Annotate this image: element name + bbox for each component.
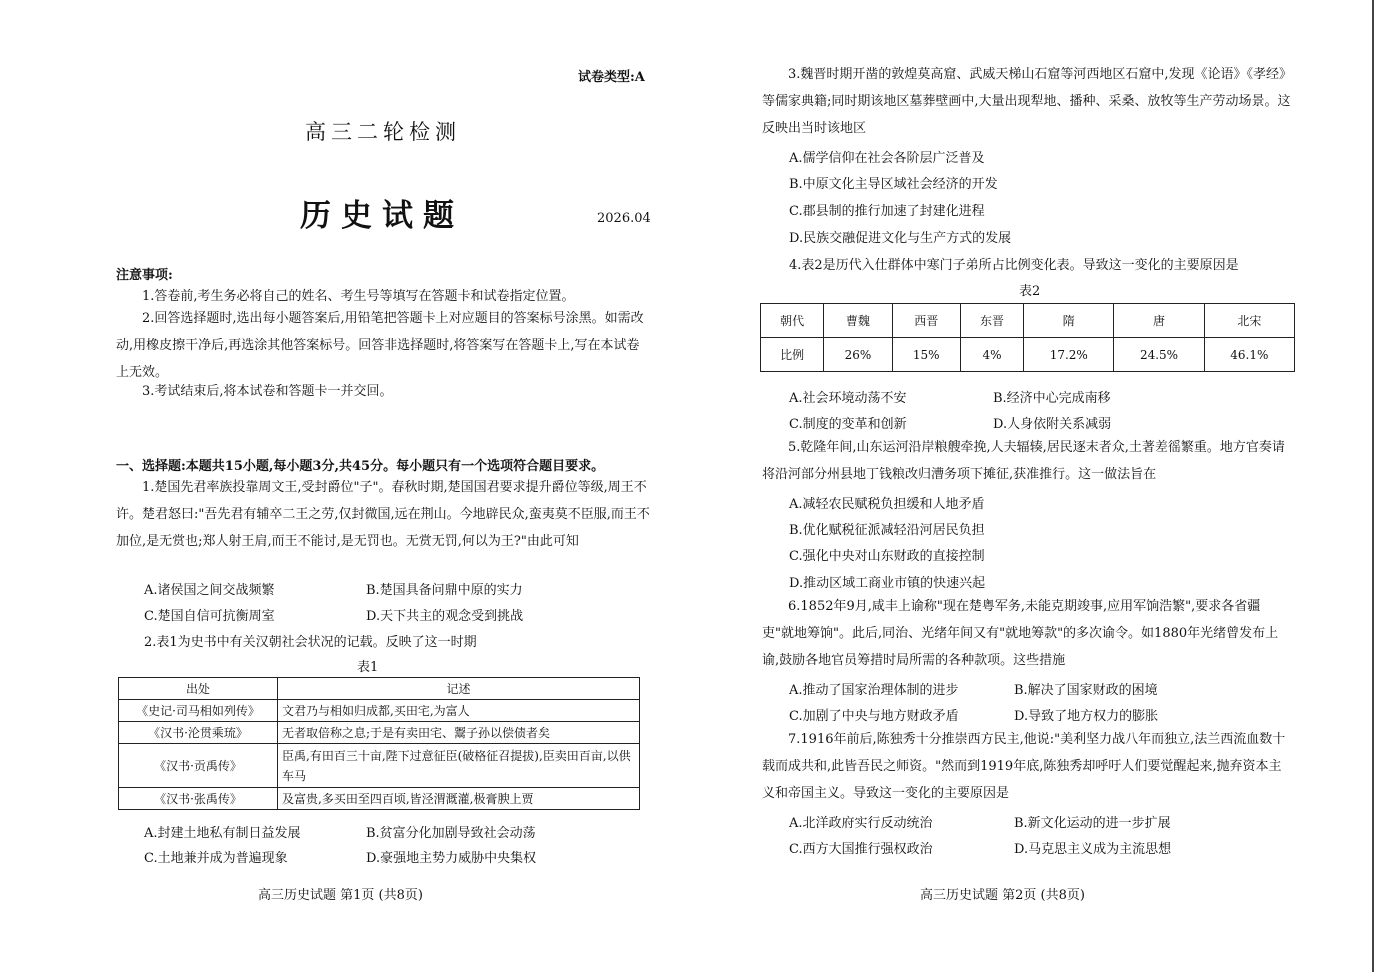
table-2-header: 东晋 (960, 304, 1023, 338)
q3-option-d: D.民族交融促进文化与生产方式的发展 (789, 231, 1012, 246)
table-1-header-source: 出处 (119, 678, 278, 700)
table-2-header: 曹魏 (824, 304, 892, 338)
q5-option-d: D.推动区域工商业市镇的快速兴起 (789, 576, 986, 591)
table-row (761, 338, 1295, 372)
table-2-title: 表2 (1019, 284, 1041, 299)
q6-option-b: B.解决了国家财政的困境 (1014, 683, 1158, 698)
table-2-cell: 24.5% (1114, 338, 1204, 372)
table-row (761, 304, 1295, 338)
table-2-header: 隋 (1024, 304, 1114, 338)
q7-option-b: B.新文化运动的进一步扩展 (1014, 816, 1171, 831)
table-row (119, 700, 640, 722)
notice-item-2: 2.回答选择题时,选出每小题答案后,用铅笔把答题卡上对应题目的答案标号涂黑。如需改动,用橡皮擦干净后,再选涂其他答案标号。回答非选择题时,将答案写在答题卡上,写在本试卷上无效。 (116, 311, 644, 380)
table-1-cell: 及富贵,多买田至四百顷,皆泾渭溉灌,极膏腴上贾 (278, 788, 640, 810)
table-1 (118, 677, 640, 810)
q1-option-b: B.楚国具备问鼎中原的实力 (366, 583, 523, 598)
q7-option-d: D.马克思主义成为主流思想 (1014, 842, 1172, 857)
table-row (119, 744, 640, 788)
table-2-cell: 4% (960, 338, 1023, 372)
table-2-header: 朝代 (761, 304, 824, 338)
table-1-cell: 《汉书·贡禹传》 (119, 744, 278, 788)
table-1-cell: 《汉书·沦贯乘琉》 (119, 722, 278, 744)
table-2-cell: 17.2% (1024, 338, 1114, 372)
q3-option-c: C.郡县制的推行加速了封建化进程 (789, 204, 985, 219)
table-1-cell: 《史记·司马相如列传》 (119, 700, 278, 722)
q6-option-a: A.推动了国家治理体制的进步 (789, 683, 959, 698)
table-1-cell: 无者取倍称之息;于是有卖田宅、鬻子孙以偿债者矣 (278, 722, 640, 744)
page-2 (688, 0, 1376, 972)
question-6-stem: 6.1852年9月,咸丰上谕称"现在楚粤军务,未能克期竣事,应用军饷浩繁",要求各省疆吏"就地筹饷"。此后,同治、光绪年间又有"就地筹款"的多次谕令。如1880年光绪曾发布上谕,鼓励各地官员筹措时局所需的各种款项。这些措施 (762, 599, 1279, 668)
q3-option-a: A.儒学信仰在社会各阶层广泛普及 (789, 151, 985, 166)
q1-option-d: D.天下共主的观念受到挑战 (366, 609, 524, 624)
scan-edge-line (1372, 0, 1374, 972)
table-2-header: 西晋 (892, 304, 960, 338)
table-2-header: 北宋 (1204, 304, 1294, 338)
q2-option-b: B.贫富分化加剧导致社会动荡 (366, 826, 536, 841)
question-2-stem: 2.表1为史书中有关汉朝社会状况的记载。反映了这一时期 (144, 635, 477, 650)
q7-option-a: A.北洋政府实行反动统治 (789, 816, 933, 831)
q2-option-c: C.土地兼并成为普遍现象 (144, 851, 288, 866)
q4-option-a: A.社会环境动荡不安 (789, 391, 907, 406)
q5-option-a: A.减轻农民赋税负担缓和人地矛盾 (789, 497, 985, 512)
table-2-header: 唐 (1114, 304, 1204, 338)
table-1-header-record: 记述 (278, 678, 640, 700)
section-title: 一、选择题:本题共15小题,每小题3分,共45分。每小题只有一个选项符合题目要求。 (116, 459, 605, 474)
table-1-title: 表1 (357, 660, 379, 675)
table-1-cell: 《汉书·张禹传》 (119, 788, 278, 810)
question-4-stem: 4.表2是历代入仕群体中寒门子弟所占比例变化表。导致这一变化的主要原因是 (789, 258, 1239, 273)
notice-item-3: 3.考试结束后,将本试卷和答题卡一并交回。 (142, 384, 393, 399)
q6-option-c: C.加剧了中央与地方财政矛盾 (789, 709, 959, 724)
table-row (119, 722, 640, 744)
exam-main-title: 高三二轮检测 (305, 120, 461, 144)
page-footer: 高三历史试题 第2页 (共8页) (920, 888, 1085, 903)
q4-option-d: D.人身依附关系减弱 (993, 417, 1112, 432)
page-footer: 高三历史试题 第1页 (共8页) (258, 888, 423, 903)
exam-type-label: 试卷类型:A (578, 70, 645, 85)
q5-option-b: B.优化赋税征派减轻沿河居民负担 (789, 523, 985, 538)
table-2-row-label: 比例 (761, 338, 824, 372)
table-2 (760, 303, 1295, 372)
q6-option-d: D.导致了地方权力的膨胀 (1014, 709, 1159, 724)
table-2-cell: 26% (824, 338, 892, 372)
question-5-stem: 5.乾隆年间,山东运河沿岸粮艘牵挽,人夫辐辏,居民逐末者众,土著差徭繁重。地方官奏请将沿河部分州县地丁钱粮改归漕务项下摊征,获准推行。这一做法旨在 (762, 440, 1285, 482)
q2-option-a: A.封建土地私有制日益发展 (144, 826, 301, 841)
question-1-stem: 1.楚国先君率族投靠周文王,受封爵位"子"。春秋时期,楚国国君要求提升爵位等级,周王不许。楚君怒曰:"吾先君有辅卒二王之劳,仅封微国,远在荆山。今地辟民众,蛮夷莫不臣服,而王不加位,是无赏也;郑人射王肩,而王不能讨,是无罚也。无赏无罚,何以为王?"由此可知 (116, 480, 650, 549)
table-1-cell: 文君乃与相如归成都,买田宅,为富人 (278, 700, 640, 722)
table-2-cell: 46.1% (1204, 338, 1294, 372)
notice-item-1: 1.答卷前,考生务必将自己的姓名、考生号等填写在答题卡和试卷指定位置。 (142, 289, 575, 304)
q5-option-c: C.强化中央对山东财政的直接控制 (789, 549, 985, 564)
q4-option-b: B.经济中心完成南移 (993, 391, 1111, 406)
q1-option-a: A.诸侯国之间交战频繁 (144, 583, 275, 598)
q1-option-c: C.楚国自信可抗衡周室 (144, 609, 275, 624)
question-3-stem: 3.魏晋时期开凿的敦煌莫高窟、武威天梯山石窟等河西地区石窟中,发现《论语》《孝经》等儒家典籍;同时期该地区墓葬壁画中,大量出现犁地、播种、采桑、放牧等生产劳动场景。这反映出当时该地区 (762, 67, 1291, 136)
table-1-cell: 臣禹,有田百三十亩,陛下过意征臣(破格征召提拔),臣卖田百亩,以供车马 (278, 744, 640, 788)
notice-title: 注意事项: (116, 268, 173, 283)
q2-option-d: D.豪强地主势力威胁中央集权 (366, 851, 537, 866)
question-7-stem: 7.1916年前后,陈独秀十分推崇西方民主,他说:"美利坚力战八年而独立,法兰西流血数十载而成共和,此皆吾民之师资。"然而到1919年底,陈独秀却呼吁人们要觉醒起来,抛弃资本主义和帝国主义。导致这一变化的主要原因是 (762, 732, 1286, 801)
q3-option-b: B.中原文化主导区域社会经济的开发 (789, 177, 998, 192)
table-row (119, 788, 640, 810)
q4-option-c: C.制度的变革和创新 (789, 417, 907, 432)
exam-subject-title: 历史试题 (300, 198, 464, 234)
exam-date: 2026.04 (597, 211, 651, 226)
q7-option-c: C.西方大国推行强权政治 (789, 842, 933, 857)
table-2-cell: 15% (892, 338, 960, 372)
